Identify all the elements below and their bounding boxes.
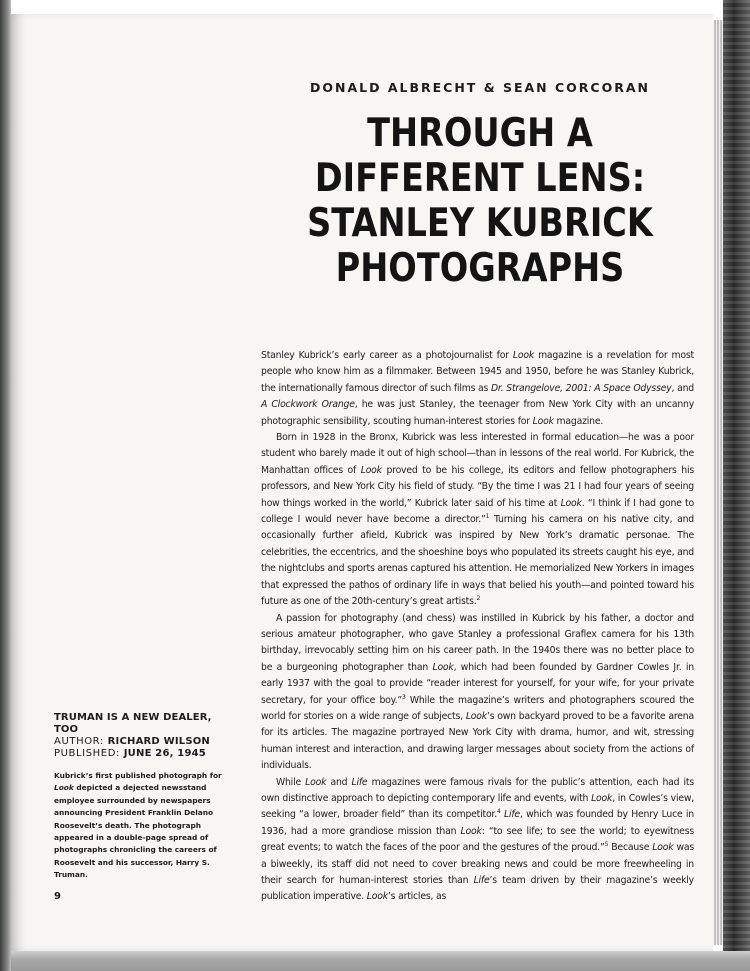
body-paragraph: Born in 1928 in the Bronx, Kubrick was less interested in formal education—he was a poor student who barely made it out of high school—than in lessons of the real world. For Kubrick, the Manhattan offices of Look proved to be his college, its editors and fellow photographers his professors, and New York City his field of study. “By the time I was 21 I had four years of seeing how things worked in the world,” Kubrick later said of his time at Look. “I think if I had gone to college I would never have become a director.”$^1$ Turning his camera on his native city, and occasionally further afield, Kubrick was inspired by New York’s dramatic personae. The celebrities, the eccentrics, and the shoeshine boys who populated its streets caught his eye, and the nightclubs and sports arenas captured his attention. He memorialized New Yorkers in images that expressed the pathos of ordinary life in ways that belied his youth—and pointed toward his future as one of the 20th-century’s great artists.$^2$ [261,432,694,608]
book-cover-edge [723,0,750,971]
caption-title: TRUMAN IS A NEW DEALER, TOO [54,712,212,735]
title-line: STANLEY KUBRICK [307,201,653,246]
footnote-marker: 4 [496,808,501,816]
book-spine [0,0,11,971]
footnote-marker: 1 [485,513,490,521]
article-authors: DONALD ALBRECHT & SEAN CORCORAN [310,80,650,95]
caption-author: AUTHOR: RICHARD WILSON [54,736,211,747]
body-paragraph: Stanley Kubrick’s early career as a photojournalist for Look magazine is a revelation for most people who know him as a filmmaker. Between 1945 and 1950, before he was Stanley Kubrick, the internationally famous director of such films as Dr. Strangelove, 2001: A Space Odyssey, and A Clockwork Orange, he was just Stanley, the teenager from New York City with an uncanny photographic sensibility, scouting human-interest stories for Look magazine. [261,350,695,427]
title-line: PHOTOGRAPHS [335,246,625,291]
body-paragraph: A passion for photography (and chess) was instilled in Kubrick by his father, a doctor and serious amateur photographer, who gave Stanley a professional Graflex camera for his 13th birthday, irrevocably setting him on his career path. In the 1940s there was no better place to be a burgeoning photographer than Look, which had been founded by Gardner Cowles Jr. in early 1937 with the goal to provide “reader interest for yourself, for your wife, for your private secretary, for your office boy.”$^3$ While the magazine’s writers and photographers scoured the world for stories on a wide range of subjects, Look’s own backyard proved to be a favorite arena for its articles. The magazine portrayed New York City with drama, humor, and wit, stressing human interest and interaction, and drawing larger messages about society from the actions of individuals. [261,612,694,772]
footnote-marker: 3 [401,693,406,701]
body-paragraph: While Look and Life magazines were famous rivals for the public’s attention, each had its own distinctive approach to depicting contemporary life and events, with Look, in Cowles’s view, seeking “a lower, broader field” than its competitor.$^4$ Life, which was founded by Henry Luce in 1936, had a more grandiose mission than Look: “to see life; to see the world; to eyewitness great events; to watch the faces of the poor and the gestures of the proud.”$^5$ Because Look was a biweekly, its staff did not need to cover breaking news and could be more freewheeling in their search for human-interest stories than Life’s team driven by their magazine’s weekly publication imperative. Look’s articles, as [261,776,695,903]
title-line: DIFFERENT LENS: [314,156,646,201]
footnote-marker: 2 [476,595,481,603]
book-cover-bottom [11,951,750,971]
page-number: 9 [54,891,61,902]
article-body [261,348,694,906]
caption-published: PUBLISHED: JUNE 26, 1945 [54,748,206,759]
footnote-marker: 5 [604,841,609,849]
photo-caption [54,712,234,882]
title-line: THROUGH A [367,111,593,156]
article-title [282,111,678,291]
caption-text: Kubrick’s first published photograph for Look depicted a dejected newsstand employee surrounded by newspapers announcing President Franklin Delano Roosevelt’s death. The photograph appeared in a double-page spread of photographs chronicling the careers of Roosevelt and his successor, Harry S. Truman. [54,771,222,880]
page-edges [713,20,723,945]
